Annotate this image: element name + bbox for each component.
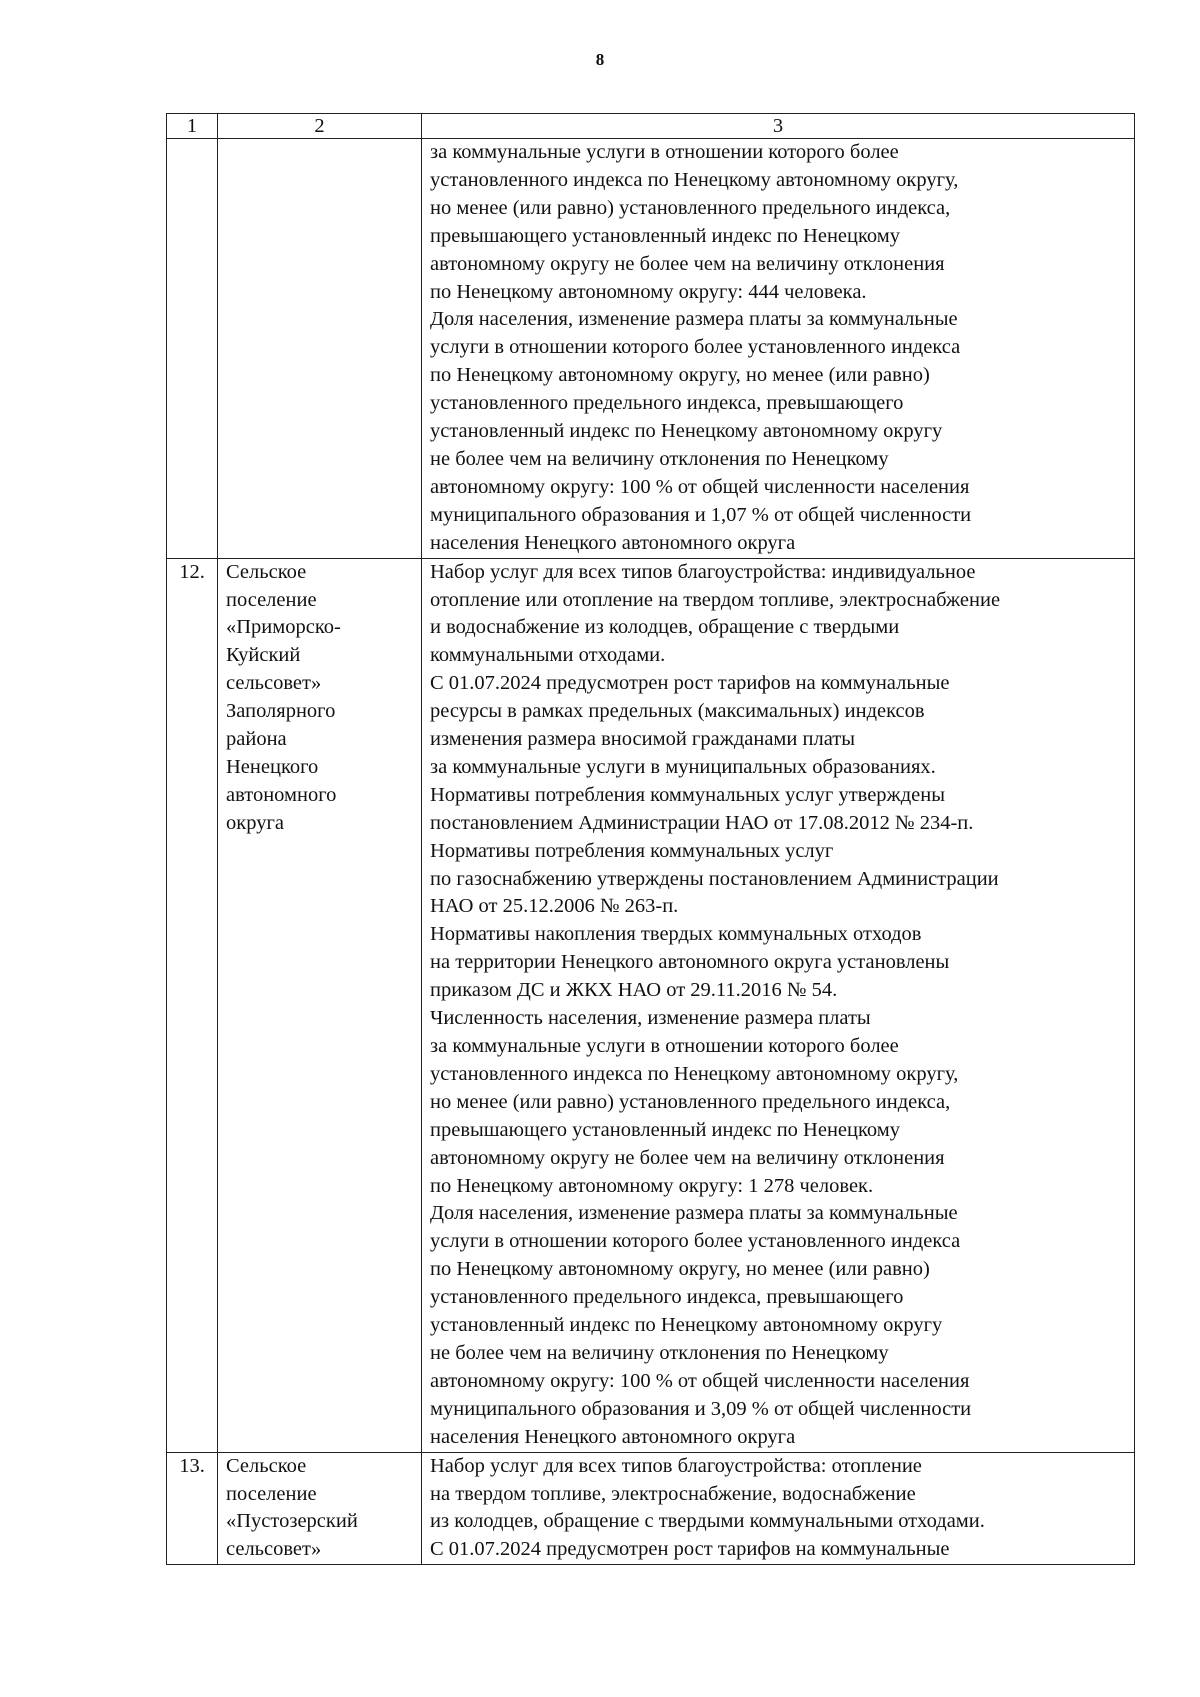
description-line: муниципального образования и 1,07 % от общей численности — [430, 503, 972, 526]
description-line: за коммунальные услуги в муниципальных образованиях. — [430, 755, 936, 778]
table-row — [167, 558, 1135, 1452]
description-line: автономному округу не более чем на величину отклонения — [430, 1146, 945, 1169]
description-line: установленного предельного индекса, превышающего — [430, 392, 904, 415]
description-line: приказом ДС и ЖКХ НАО от 29.11.2016 № 54. — [430, 979, 838, 1002]
description-line: Набор услуг для всех типов благоустройства: отопление — [430, 1454, 922, 1477]
description-line: по Ненецкому автономному округу, но менее (или равно) — [430, 1258, 930, 1281]
description-line: Нормативы потребления коммунальных услуг утверждены — [430, 783, 945, 806]
description-line: Набор услуг для всех типов благоустройства: индивидуальное — [430, 560, 976, 583]
municipality-name-line: Сельское — [226, 560, 307, 583]
description-line: и водоснабжение из колодцев, обращение с твердыми — [430, 616, 900, 639]
column-header-2: 2 — [218, 114, 422, 139]
description-line: за коммунальные услуги в отношении которого более — [430, 1035, 899, 1057]
description-line: установленного индекса по Ненецкому автономному округу, — [430, 168, 959, 191]
row-description — [422, 1452, 1135, 1565]
description-line: установленного индекса по Ненецкому автономному округу, — [430, 1062, 959, 1085]
municipality-name-line: поселение — [226, 588, 317, 611]
municipal-services-table — [166, 113, 1135, 1565]
description-line: автономному округу не более чем на величину отклонения — [430, 252, 945, 275]
municipality-name — [218, 558, 422, 1452]
municipality-name-line: Куйский — [226, 644, 301, 667]
description-line: за коммунальные услуги в отношении которого более — [430, 141, 899, 163]
municipality-name-line: «Приморско- — [226, 616, 341, 639]
description-line: Доля населения, изменение размера платы за коммунальные — [430, 308, 958, 331]
description-line: установленный индекс по Ненецкому автономному округу — [430, 1314, 943, 1337]
description-line: превышающего установленный индекс по Ненецкому — [430, 224, 900, 247]
description-line: ресурсы в рамках предельных (максимальных) индексов — [430, 700, 925, 723]
municipality-name-line: Сельское — [226, 1454, 307, 1477]
column-header-3: 3 — [422, 114, 1135, 139]
municipality-name — [218, 139, 422, 559]
description-line: населения Ненецкого автономного округа — [430, 1425, 796, 1448]
municipality-name-line: поселение — [226, 1482, 317, 1505]
table-row — [167, 1452, 1135, 1565]
description-line: населения Ненецкого автономного округа — [430, 531, 796, 554]
description-line: Нормативы потребления коммунальных услуг — [430, 839, 834, 862]
description-line: услуги в отношении которого более установленного индекса — [430, 336, 961, 359]
description-line: коммунальными отходами. — [430, 644, 666, 667]
description-line: на твердом топливе, электроснабжение, водоснабжение — [430, 1482, 916, 1505]
description-line: по Ненецкому автономному округу, но менее (или равно) — [430, 364, 930, 387]
municipality-name-line: автономного — [226, 783, 337, 806]
municipality-name-line: «Пустозерский — [226, 1510, 358, 1533]
description-line: но менее (или равно) установленного предельного индекса, — [430, 1090, 951, 1113]
description-line: установленный индекс по Ненецкому автономному округу — [430, 420, 943, 443]
description-line: изменения размера вносимой гражданами платы — [430, 728, 856, 751]
description-line: автономному округу: 100 % от общей численности населения — [430, 1369, 970, 1392]
description-line: муниципального образования и 3,09 % от общей численности — [430, 1397, 972, 1420]
municipality-name — [218, 1452, 422, 1565]
municipality-name-line: сельсовет» — [226, 672, 322, 695]
page-number: 8 — [595, 50, 605, 69]
description-line: из колодцев, обращение с твердыми коммунальными отходами. — [430, 1510, 985, 1533]
municipality-name-line: округа — [226, 811, 284, 834]
description-line: постановлением Администрации НАО от 17.08.2012 № 234-п. — [430, 811, 974, 834]
description-line: С 01.07.2024 предусмотрен рост тарифов на коммунальные — [430, 672, 950, 695]
row-description — [422, 558, 1135, 1452]
table-header-row — [167, 114, 1135, 139]
description-line: Доля населения, изменение размера платы за коммунальные — [430, 1202, 958, 1225]
municipality-name-line: Заполярного — [226, 700, 336, 723]
description-line: превышающего установленный индекс по Ненецкому — [430, 1118, 900, 1141]
description-line: не более чем на величину отклонения по Ненецкому — [430, 1341, 889, 1364]
description-line: но менее (или равно) установленного предельного индекса, — [430, 196, 951, 219]
row-number — [167, 139, 218, 559]
description-line: С 01.07.2024 предусмотрен рост тарифов на коммунальные — [430, 1538, 950, 1561]
description-line: Численность населения, изменение размера платы — [430, 1007, 871, 1030]
description-line: Нормативы накопления твердых коммунальных отходов — [430, 923, 922, 946]
municipality-name-line: Ненецкого — [226, 755, 319, 778]
description-line: на территории Ненецкого автономного округа установлены — [430, 951, 950, 974]
description-line: по газоснабжению утверждены постановлением Администрации — [430, 867, 999, 890]
description-line: услуги в отношении которого более установленного индекса — [430, 1230, 961, 1253]
description-line: не более чем на величину отклонения по Ненецкому — [430, 447, 889, 470]
row-description — [422, 139, 1135, 559]
description-line: по Ненецкому автономному округу: 444 человека. — [430, 280, 867, 303]
description-line: отопление или отопление на твердом топливе, электроснабжение — [430, 588, 1001, 611]
description-line: установленного предельного индекса, превышающего — [430, 1286, 904, 1309]
table-row — [167, 139, 1135, 559]
municipality-name-line: района — [226, 728, 287, 751]
municipality-name-line: сельсовет» — [226, 1538, 322, 1561]
row-number: 12. — [167, 558, 218, 1452]
description-line: автономному округу: 100 % от общей численности населения — [430, 475, 970, 498]
column-header-1: 1 — [167, 114, 218, 139]
description-line: по Ненецкому автономному округу: 1 278 человек. — [430, 1174, 874, 1197]
row-number: 13. — [167, 1452, 218, 1565]
description-line: НАО от 25.12.2006 № 263-п. — [430, 895, 679, 918]
